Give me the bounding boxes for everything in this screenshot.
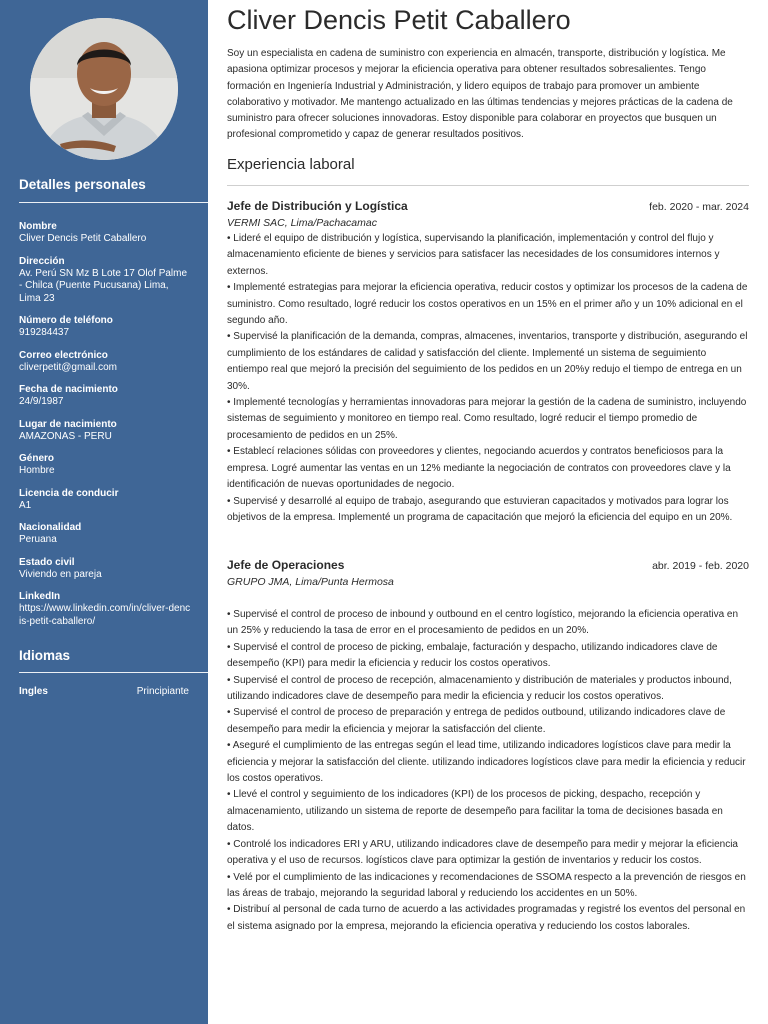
job-entry (227, 558, 749, 935)
bullet-item: • Lideré el equipo de distribución y logística, supervisando la planificación, implementación y control del flujo y almacenamiento eficiente de bienes y servicios para satisfacer las necesidades de los consumidores internos y externos. (227, 233, 720, 277)
detail-value: 24/9/1987 (19, 396, 64, 407)
bullet-item: • Velé por el cumplimiento de las indicaciones y recomendaciones de SSOMA respecto a la prevención de riesgos en las áreas de trabajo, mejorando la seguridad laboral y reduciendo los accidentes en un 50%. (227, 871, 746, 899)
job-header (227, 558, 749, 572)
sidebar (0, 0, 208, 1024)
detail-label: Número de teléfono (19, 315, 113, 326)
detail-birth-place (19, 418, 191, 444)
detail-gender (19, 452, 191, 478)
job-company: GRUPO JMA, Lima/Punta Hermosa (227, 576, 394, 588)
bullet-item: • Supervisé el control de proceso de picking, embalaje, facturación y despacho, utilizando indicadores clave de desempeño (KPI) para medir la eficiencia y reducir los costos operativos. (227, 641, 718, 670)
detail-value: 919284437 (19, 327, 70, 338)
job-dates: feb. 2020 - mar. 2024 (649, 201, 749, 213)
detail-label: Lugar de nacimiento (19, 418, 117, 430)
bullet-item: • Controlé los indicadores ERI y ARU, utilizando indicadores clave de desempeño para medir y mejorar la eficiencia operativa y el uso de recursos. logísticos clave para optimizar la gestión de inventarios y reducir los costos. (227, 838, 738, 867)
detail-label: Nacionalidad (19, 522, 82, 533)
languages-divider (19, 672, 208, 673)
detail-label: Fecha de nacimiento (19, 384, 118, 395)
detail-birth-date (19, 383, 191, 409)
language-name: Ingles (19, 686, 48, 697)
job-bullets (227, 231, 749, 526)
bullet-item: • Distribuí al personal de cada turno de acuerdo a las actividades programadas y registré los eventos del personal en el sistema asignado por la empresa, mejorando la eficiencia operativa y reduciendo los costos laborales. (227, 904, 746, 932)
detail-value: AMAZONAS - PERU (19, 430, 112, 442)
detail-value: Peruana (19, 534, 57, 545)
bullet-item: • Implementé estrategias para mejorar la eficiencia operativa, reducir costos y optimizar los procesos de la cadena de suministro. Como resultado, logré reducir los costos operativos en un 15% en el primer año y un 10% adicional en el segundo año. (227, 282, 748, 327)
detail-address (19, 255, 191, 306)
bullet-item: • Supervisé el control de proceso de inbound y outbound en el centro logístico, mejorando la eficiencia operativa en un 25% y reduciendo la tasa de error en el procesamiento de pedidos en un 20%. (227, 609, 739, 637)
detail-nationality (19, 521, 191, 547)
language-row (19, 686, 189, 697)
detail-label: Dirección (19, 255, 65, 267)
details-divider (19, 202, 208, 203)
job-company: VERMI SAC, Lima/Pachacamac (227, 217, 377, 229)
bullet-item: • Supervisé el control de proceso de recepción, almacenamiento y distribución de materiales y productos inbound, utilizando indicadores clave de desempeño para medir la eficiencia y reducir los costos operativos. (227, 674, 732, 703)
bullet-item: • Implementé tecnologías y herramientas innovadoras para mejorar la gestión de la cadena de suministro, incluyendo sistemas de seguimiento y monitoreo en tiempo real. Como resultado, logré reducir el tiempo promedio de procesamiento de pedidos en un 25%. (227, 397, 747, 441)
job-title: Jefe de Distribución y Logística (227, 199, 408, 213)
detail-license (19, 487, 191, 513)
bullet-item: • Llevé el control y seguimiento de los indicadores (KPI) de los procesos de picking, despacho, recepción y almacenamiento, utilizando un sistema de reporte de desempeño para facilitar la toma de decisiones basada en datos. (227, 789, 723, 834)
detail-phone (19, 314, 191, 340)
detail-label: Estado civil (19, 556, 75, 568)
bullet-item: • Supervisé y desarrollé al equipo de trabajo, asegurando que estuvieran capacitados y motivados para lograr los objetivos de la empresa. Implementé un programa de capacitación que mejoró la eficiencia del equipo en un 20%. (227, 495, 733, 523)
experience-heading: Experiencia laboral (227, 156, 355, 173)
job-title: Jefe de Operaciones (227, 558, 345, 572)
detail-marital-status (19, 556, 191, 582)
details-heading: Detalles personales (19, 177, 146, 192)
detail-linkedin (19, 590, 191, 628)
detail-value: Cliver Dencis Petit Caballero (19, 233, 147, 244)
detail-label: Nombre (19, 221, 57, 232)
candidate-name: Cliver Dencis Petit Caballero (227, 5, 571, 35)
detail-value: A1 (19, 499, 32, 511)
profile-summary: Soy un especialista en cadena de suministro con experiencia en almacén, transporte, distribución y logística. Me apasiona optimizar procesos y mejorar la eficiencia operativa para obtener resultados sobresalientes. Tengo formación en Ingeniería Industrial y Administración, y lidero equipos de trabajo para promover un ambiente colaborativo y motivador. Me mantengo actualizado en las últimas tendencias y mejores prácticas de la cadena de suministro para ofrecer soluciones innovadoras. Estoy disponible para colaborar en proyectos que busquen un profesional comprometido y capaz de generar resultados positivos. (227, 48, 733, 141)
bullet-item: • Establecí relaciones sólidas con proveedores y clientes, negociando acuerdos y contratos beneficiosos para la empresa. Logré aumentar las ventas en un 12% mediante la negociación de contratos con proveedores clave y la identificación de nuevas oportunidades de negocio. (227, 446, 731, 491)
job-header (227, 199, 749, 213)
detail-label: LinkedIn (19, 591, 61, 602)
detail-label: Licencia de conducir (19, 487, 119, 499)
profile-photo (30, 18, 178, 160)
detail-value[interactable]: cliverpetit@gmail.com (19, 361, 117, 373)
detail-value: Viviendo en pareja (19, 568, 102, 580)
job-bullets (227, 607, 749, 935)
detail-label: Correo electrónico (19, 349, 108, 361)
bullet-item: • Aseguré el cumplimiento de las entregas según el lead time, utilizando indicadores logísticos clave para medir la eficiencia y mejorar la satisfacción del cliente. utilizando indicadores logísticos clave para medir la eficiencia y reducir los costos operativos. (227, 740, 746, 785)
bullet-item: • Supervisé el control de proceso de preparación y entrega de pedidos outbound, utilizando indicadores clave de desempeño para medir la eficiencia y mejorar la satisfacción del cliente. (227, 707, 726, 735)
detail-email (19, 349, 191, 375)
experience-divider (227, 185, 749, 186)
languages-heading: Idiomas (19, 648, 71, 663)
language-level: Principiante (136, 686, 189, 697)
bullet-item: • Supervisé la planificación de la demanda, compras, almacenes, inventarios, transporte y distribución, asegurando el cumplimiento de los estándares de calidad y satisfacción del cliente. Implementé un sistema de seguimiento entiempo real que mejoró la precisión del seguimiento de los pedidos en un 20%y redujo el tiempo de entrega en un 30%. (227, 331, 748, 392)
personal-details (19, 220, 191, 637)
detail-name (19, 220, 191, 246)
detail-value: Av. Perú SN Mz B Lote 17 Olof Palme - Chilca (Puente Pucusana) Lima, Lima 23 (19, 267, 188, 304)
detail-value: Hombre (19, 465, 55, 476)
detail-label: Género (19, 453, 55, 464)
job-entry (227, 199, 749, 526)
job-dates: abr. 2019 - feb. 2020 (652, 560, 749, 572)
linkedin-link[interactable]: https://www.linkedin.com/in/cliver-dencis-petit-caballero/ (19, 603, 191, 627)
avatar (30, 18, 178, 160)
